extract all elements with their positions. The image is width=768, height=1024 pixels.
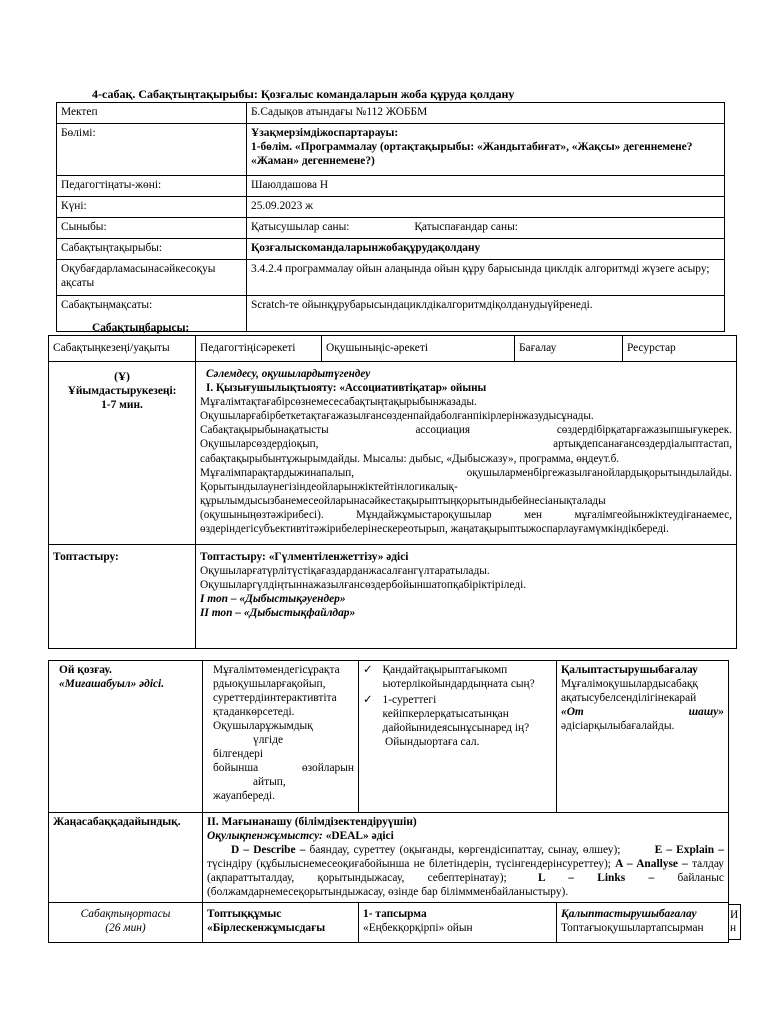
greeting-text: Сәлемдесу, оқушылардытүгендеу: [206, 368, 371, 380]
info-label-lesson-goal: Сабақтыңмақсаты:: [57, 296, 247, 332]
middle-stage-name: Сабақтыңортасы: [80, 908, 171, 920]
grouping-content: [196, 545, 737, 649]
deal-text-d: баяндау, суреттеу (оқығанды, көргендісипаттау, сынау, өлшеу);: [309, 844, 621, 856]
assessment-line: ақатысубелсенділігінекарай: [561, 692, 697, 704]
info-value-topic: Қозғалыскомандаларынжобақұрудақолдану: [247, 239, 725, 260]
org-stage-time: 1-7 мин.: [101, 399, 143, 411]
deal-text-a: талдау (ақпараттыталдау, қорытындыжасау, себептерінатау);: [207, 858, 724, 884]
teacher-line: рдыоқушыларғақойып,: [213, 678, 326, 690]
org-stage-name: Ұйымдастырукезеңі:: [67, 385, 177, 397]
textbook-work-label: Оқулықпенжұмыстсу:: [207, 830, 323, 842]
org-line: Қорытындылаунегізіндеойларынжіктейтінлогикалық-: [200, 480, 458, 493]
org-line: Сабақтақырыбынақатысты ассоциация сөздердібірқатарғажазыпшығукерек.: [200, 424, 732, 437]
org-line: Оқушыларсөздердіоқып, артықдепсанағансөздердіалыптастап,: [200, 438, 732, 451]
header-teacher-action: Педагогтіңісәрекеті: [196, 336, 322, 362]
info-label-school: Мектеп: [57, 103, 247, 124]
org-line: сабақтақырыбынтұжырымдайды. Мысалы: дыбыс, «Дыбысжазу», программа, өңдеут.б.: [200, 452, 620, 465]
deal-text-l: байланыс (болжамдарнемесеқорытындыжасау, өзінде бар біліммменбайланыстыру).: [207, 872, 724, 898]
org-stage-content: [196, 362, 737, 545]
info-value-section: [247, 124, 725, 176]
section-description: 1-бөлім. «Программалау (ортақтақырыбы: «Жандытабиғат», «Жақсы» дегеннемене? «Жаман» дегеннемене?): [251, 141, 693, 167]
lesson-info-table: [56, 102, 725, 332]
deal-key-d: D – Describe –: [231, 844, 306, 856]
brainstorm-assessment: [557, 661, 729, 813]
brainstorm-label: [49, 661, 203, 813]
org-line: (оқушыныңөзтәжірибесі). Мұндайжұмыстароқушылар мен мұғалімгеойынжіктеудіғанаемес,: [200, 508, 732, 521]
brainstorm-method: «Миғашабуыл» әдісі.: [59, 678, 165, 690]
teacher-line: үлгіде: [253, 734, 284, 746]
new-lesson-label: Жаңасабаққадайындық.: [49, 813, 203, 903]
group-two: ІІ топ – «Дыбыстықфайлдар»: [200, 607, 356, 619]
teacher-line: білгендері: [213, 748, 264, 760]
deal-method: «DEAL» әдісі: [325, 830, 394, 842]
assessment-method-suffix: [561, 719, 724, 733]
assessment-suffix-text: әдісіарқылыбағалайды.: [561, 720, 675, 732]
task-title: 1- тапсырма: [363, 908, 427, 920]
middle-stage-time: (26 мин): [105, 922, 146, 934]
formative-assessment-title: Қалыптастырушыбағалау: [561, 664, 698, 676]
teacher-line: суреттердіинтерактивтіта: [213, 692, 337, 704]
header-student-action: Оқушыныңіс-әрекеті: [322, 336, 515, 362]
deal-key-a: A – Anallyse –: [615, 858, 688, 870]
info-value-date: 25.09.2023 ж: [247, 197, 725, 218]
checkmark-icon: ✓: [363, 664, 373, 676]
middle-student: [359, 903, 557, 943]
info-label-class: Сыныбы:: [57, 218, 247, 239]
teacher-line: жауапбереді.: [213, 790, 276, 802]
info-label-section: Бөлімі:: [57, 124, 247, 176]
lesson-progress-table-continued: [48, 660, 729, 943]
org-line: өздеріндегісубъективтітәжірибелерінескереотырып, жаңатақырыптыжоспарлауғамүмкіндікбереді.: [200, 523, 669, 536]
lesson-title: 4-сабақ. Сабақтыңтақырыбы: Қозғалыс командаларын жоба құруда қолдану: [92, 87, 515, 101]
grouping-label: Топтастыру:: [49, 545, 196, 649]
middle-stage-label: [49, 903, 203, 943]
new-lesson-subtitle: [207, 829, 724, 843]
long-term-plan-heading: Ұзақмерзімдіжоспартарауы:: [251, 127, 399, 139]
teacher-line: бойынша өзойларын: [213, 762, 354, 774]
teacher-line: Мұғалімтөмендегісұрақта: [213, 664, 340, 676]
association-method: І. Қызығушылықтыояту: «Ассоциативтіқатар» ойыны: [206, 382, 487, 395]
org-line: құрылымдысызбанемесеойларынасәйкестақырыптыңқорытындыбейнесіанықталады: [200, 494, 606, 507]
teacher-line: Оқушыларұжымдық: [213, 720, 313, 732]
lesson-progress-table: [48, 335, 737, 649]
fireworks-method: «От шашу»: [561, 706, 724, 718]
deal-key-e: E – Explain –: [654, 844, 724, 856]
info-label-teacher: Педагогтіңаты-жөні:: [57, 176, 247, 197]
header-assessment: Бағалау: [515, 336, 623, 362]
header-stage: Сабақтыңкезеңі/уақыты: [49, 336, 196, 362]
progress-title: Сабақтыңбарысы:: [92, 322, 190, 334]
question-text: 1-суреттегі кейіпкерлерқатысатынқан дайойынидеясынұсынаред ің?: [382, 694, 530, 734]
info-label-topic: Сабақтыңтақырыбы:: [57, 239, 247, 260]
middle-assessment: [557, 903, 729, 943]
brainstorm-teacher: [203, 661, 359, 813]
middle-resource-text: И н: [730, 909, 739, 934]
brainstorm-title: Ой қозғау.: [59, 664, 112, 676]
grouping-line: Оқушыларғатүрлітүстіқағаздарданжасалғангүлтаратылады.: [200, 565, 490, 577]
info-value-objectives: 3.4.2.4 программалау ойын алаңында ойын құру барысында циклдік алгоритмді жүзеге асыру;: [247, 260, 725, 296]
grouping-method: [200, 550, 732, 564]
brainstorm-student: [359, 661, 557, 813]
middle-assessment-title: Қалыптастырушыбағалау: [561, 908, 697, 920]
info-label-objectives: Оқубағдарламасынасәйкесоқуы ақсаты: [57, 260, 247, 296]
org-stage-code: (Ұ): [114, 371, 130, 383]
grouping-line: Оқушыларгүлдіңтыннажазылғансөздербойыншатопқабіріктіріледі.: [200, 579, 527, 591]
present-count-label: Қатысушылар саны:: [251, 221, 350, 233]
middle-teacher: Топтыққұмыс «Бірлескенжұмысдағы: [203, 903, 359, 943]
info-label-date: Күні:: [57, 197, 247, 218]
new-lesson-content: [203, 813, 729, 903]
teacher-line: айтып,: [253, 776, 286, 788]
group-one: І топ – «Дыбыстықәуендер»: [200, 593, 346, 605]
org-line: Оқушыларғабірбеткетақтағажазылғансөзденпайдаболғанпікірлерінжазудысұнады.: [200, 410, 594, 423]
info-value-lesson-goal: Scratch-те ойынқұрубарысындациклдікалгоритмдіқолданудыүйренеді.: [247, 296, 725, 332]
question-text: Қандайтақырыптағыкомп ьютерлікойындардыңната сың?: [382, 664, 535, 690]
assessment-line: Мұғалімоқушылардысабаққ: [561, 678, 698, 690]
question-item: [363, 663, 552, 691]
info-value-attendance: [247, 218, 725, 239]
info-value-teacher: Шаюлдашова Н: [247, 176, 725, 197]
deal-text-e: түсіндіру (құбылыснемесеоқиғабойынша не білетіндерін, түсінгендерінсуреттеу);: [207, 858, 611, 870]
middle-resource-cell: [728, 904, 741, 940]
task-text: «Еңбекқорқірпі» ойын: [363, 922, 473, 934]
question-item: [363, 693, 552, 735]
teacher-line: қтаданкөрсетеді.: [213, 706, 295, 718]
checkmark-icon: ✓: [363, 694, 373, 706]
grouping-method-text: Топтастыру: «Гүлментіленжеттізу» әдісі: [200, 551, 409, 563]
deal-key-l: L – Links –: [537, 872, 655, 884]
header-resources: Ресурстар: [623, 336, 737, 362]
middle-assessment-text: Топтағыоқушылартапсырман: [561, 922, 704, 934]
deal-items: [207, 843, 724, 899]
absent-count-label: Қатыспағандар саны:: [414, 221, 518, 233]
org-line: Мұғалімпарақтардыжинапалып, оқушыларменбіргежазылғанойлардықорытындылайды.: [200, 466, 732, 479]
info-value-school: Б.Садықов атындағы №112 ЖОББМ: [247, 103, 725, 124]
org-line: Мұғалімтақтағабірсөзнемесесабақтыңтақырыбынжазады.: [200, 396, 477, 409]
org-stage-label: [49, 362, 196, 545]
new-lesson-title: ІІ. Мағынанашу (білімдізектендіруүшін): [207, 816, 417, 828]
student-note: Ойындыортаға сал.: [385, 736, 480, 748]
